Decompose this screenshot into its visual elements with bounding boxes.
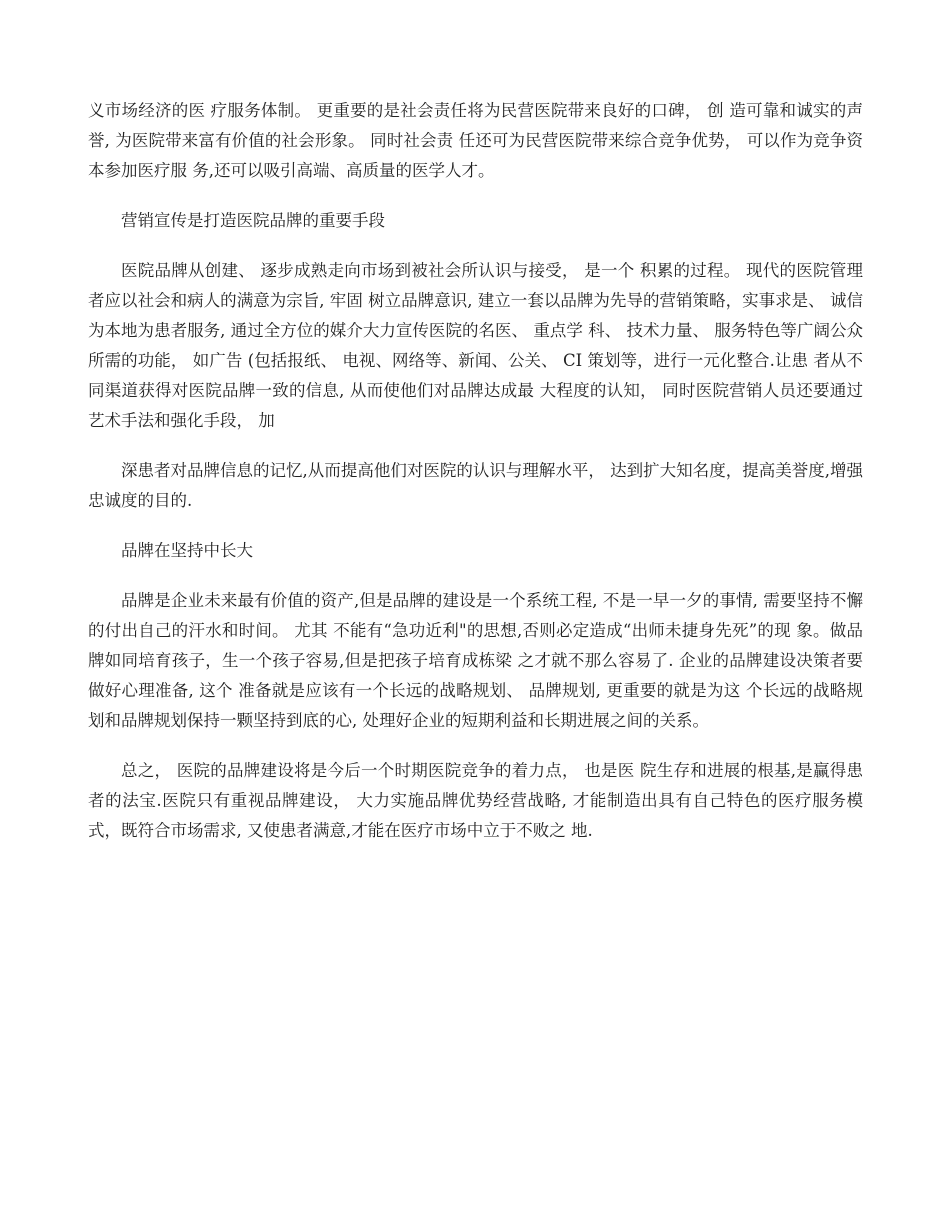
paragraph-brand-memory: 深患者对品牌信息的记忆,从而提高他们对医院的认识与理解水平， 达到扩大知名度，提高美誉度,增强忠诚度的目的. [88,461,863,510]
section-heading-marketing: 营销宣传是打造医院品牌的重要手段 [121,211,385,230]
document-page [88,96,863,866]
paragraph-brand-building: 品牌是企业未来最有价值的资产,但是品牌的建设是一个系统工程, 不是一早一夕的事情, 需要坚持不懈的付出自己的汗水和时间。 尤其 不能有“急功近利"的思想,否则必定造成“出师未捷身先死”的现 象。做品牌如同培育孩子，生一个孩子容易,但是把孩子培育成栋梁 之才就不那么容易了. 企业的品牌建设决策者要做好心理准备, 这个 准备就是应该有一个长远的战略规划、 品牌规划, 更重要的就是为这 个长远的战略规划和品牌规划保持一颗坚持到底的心, 处理好企业的短期利益和长期进展之间的关系。 [88,591,863,730]
paragraph-marketing-strategy: 医院品牌从创建、 逐步成熟走向市场到被社会所认识与接受， 是一个 积累的过程。 现代的医院管理者应以社会和病人的满意为宗旨, 牢固 树立品牌意识, 建立一套以品牌为先导的营销策略，实事求是、 诚信 为本地为患者服务, 通过全方位的媒介大力宣传医院的名医、 重点学 科、 技术力量、 服务特色等广阔公众所需的功能， 如广告 (包括报纸、 电视、网络等、新闻、公关、 CI 策划等，进行一元化整合.让患 者从不同渠道获得对医院品牌一致的信息, 从而使他们对品牌达成最 大程度的认知， 同时医院营销人员还要通过艺术手法和强化手段， 加 [88,261,863,430]
section-heading-persistence: 品牌在坚持中长大 [121,541,253,560]
paragraph-conclusion: 总之， 医院的品牌建设将是今后一个时期医院竞争的着力点， 也是医 院生存和进展的根基,是赢得患者的法宝.医院只有重视品牌建设， 大力实施品牌优势经营战略, 才能制造出具有自己特色的医疗服务模 式，既符合市场需求, 又使患者满意,才能在医疗市场中立于不败之 地. [88,761,863,840]
paragraph-social-responsibility: 义市场经济的医 疗服务体制。 更重要的是社会责任将为民营医院带来良好的口碑， 创 造可靠和诚实的声誉, 为医院带来富有价值的社会形象。 同时社会责 任还可为民营医院带来综合竞争优势， 可以作为竞争资本参加医疗服 务,还可以吸引高端、高质量的医学人才。 [88,101,863,180]
